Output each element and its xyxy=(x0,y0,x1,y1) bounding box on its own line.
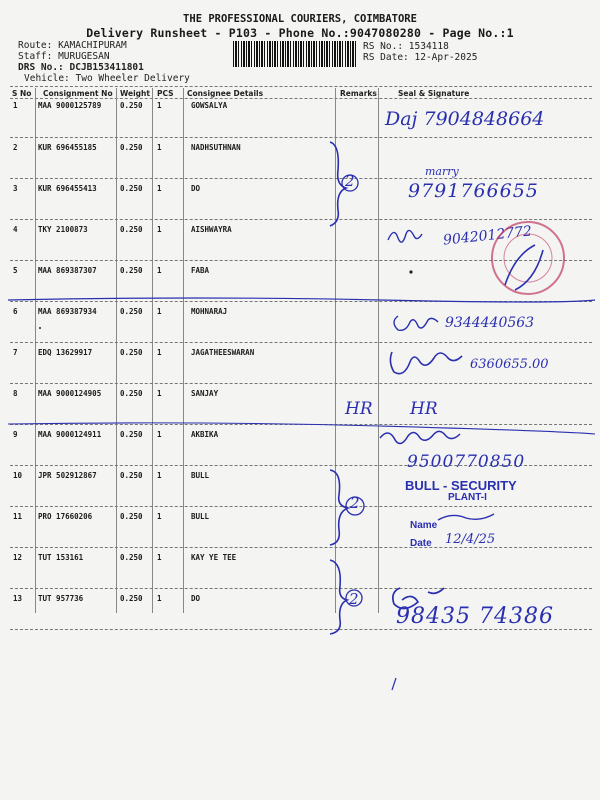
signature-row-7: 6360655.00 xyxy=(470,357,549,372)
remark-row-8-b: HR xyxy=(410,399,438,419)
row-consignee: MOHNARAJ xyxy=(191,307,228,316)
row-weight: 0.250 xyxy=(120,430,143,439)
row-pcs: 1 xyxy=(157,184,162,193)
row-consignment: MAA 9000125789 xyxy=(38,101,102,110)
signature-row-13: 98435 74386 xyxy=(396,604,554,629)
row-consignee: KAY YE TEE xyxy=(191,553,237,562)
signature-row-9: 9500770850 xyxy=(407,452,526,472)
route-label: Route: xyxy=(18,40,53,51)
row-sno: 4 xyxy=(13,225,18,234)
stamp-date-label: Date xyxy=(410,538,432,549)
row-consignee: SANJAY xyxy=(191,389,219,398)
row-pcs: 1 xyxy=(157,101,162,110)
vehicle-label: Vehicle: xyxy=(24,73,70,84)
row-consignee: GOWSALYA xyxy=(191,101,228,110)
row-sno: 7 xyxy=(13,348,18,357)
row-consignee: FABA xyxy=(191,266,210,275)
row-consignee: BULL xyxy=(191,512,210,521)
row-consignment: EDQ 13629917 xyxy=(38,348,93,357)
row-consignment: JPR 502912867 xyxy=(38,471,97,480)
staff-label: Staff: xyxy=(18,51,53,62)
col-header-consignment: Consignment No xyxy=(43,89,113,98)
col-header-pcs: PCS xyxy=(157,89,174,98)
row-pcs: 1 xyxy=(157,430,162,439)
row-weight: 0.250 xyxy=(120,184,143,193)
row-pcs: 1 xyxy=(157,553,162,562)
signature-row-3-name: marry xyxy=(425,165,459,178)
row-weight: 0.250 xyxy=(120,512,143,521)
col-header-remarks: Remarks xyxy=(340,89,377,98)
stamp-bull-security: BULL - SECURITY xyxy=(405,478,517,493)
row-weight: 0.250 xyxy=(120,594,143,603)
row-pcs: 1 xyxy=(157,594,162,603)
row-pcs: 1 xyxy=(157,389,162,398)
row-consignee: DO xyxy=(191,594,201,603)
row-consignment: MAA 869387307 xyxy=(38,266,97,275)
row-consignee: NADHSUTHNAN xyxy=(191,143,241,152)
company-title: THE PROFESSIONAL COURIERS, COIMBATORE xyxy=(183,13,417,25)
signature-row-3-phone: 9791766655 xyxy=(408,180,539,202)
remark-row-8-a: HR xyxy=(345,399,373,419)
row-weight: 0.250 xyxy=(120,471,143,480)
row-sno: 2 xyxy=(13,143,18,152)
rs-date-label: RS Date: xyxy=(363,52,409,63)
row-consignment: MAA 9000124911 xyxy=(38,430,102,439)
row-sno: 10 xyxy=(13,471,23,480)
signature-row-1: Daj 7904848664 xyxy=(385,108,545,130)
row-sno: 1 xyxy=(13,101,18,110)
row-sno: 9 xyxy=(13,430,18,439)
col-header-weight: Weight xyxy=(120,89,150,98)
row-weight: 0.250 xyxy=(120,101,143,110)
row-consignment: TUT 153161 xyxy=(38,553,84,562)
row-consignment: TUT 957736 xyxy=(38,594,84,603)
row-weight: 0.250 xyxy=(120,389,143,398)
row-pcs: 1 xyxy=(157,307,162,316)
row-weight: 0.250 xyxy=(120,143,143,152)
col-header-seal-signature: Seal & Signature xyxy=(398,89,470,98)
row-pcs: 1 xyxy=(157,512,162,521)
row-consignment: KUR 696455413 xyxy=(38,184,97,193)
row-pcs: 1 xyxy=(157,471,162,480)
row-sno: 8 xyxy=(13,389,18,398)
vehicle-value: Two Wheeler Delivery xyxy=(75,73,190,84)
row-pcs: 1 xyxy=(157,266,162,275)
row-weight: 0.250 xyxy=(120,553,143,562)
row-pcs: 1 xyxy=(157,225,162,234)
rs-no-value: 1534118 xyxy=(408,41,449,52)
row-weight: 0.250 xyxy=(120,266,143,275)
signature-row-6: 9344440563 xyxy=(445,315,535,331)
row-pcs: 1 xyxy=(157,348,162,357)
row-consignee: AKBIKA xyxy=(191,430,219,439)
row-sno: 13 xyxy=(13,594,23,603)
row-pcs: 1 xyxy=(157,143,162,152)
bracket-count-rows-10-11: 2 xyxy=(350,494,360,512)
row-consignee: BULL xyxy=(191,471,210,480)
drs-value: DCJB153411801 xyxy=(69,62,144,73)
row-consignee: DO xyxy=(191,184,201,193)
row-sno: 5 xyxy=(13,266,18,275)
row-consignee: JAGATHEESWARAN xyxy=(191,348,255,357)
row-sno: 11 xyxy=(13,512,23,521)
row-weight: 0.250 xyxy=(120,225,143,234)
row-consignment: KUR 696455185 xyxy=(38,143,97,152)
col-header-consignee: Consignee Details xyxy=(187,89,264,98)
col-header-sno: S No xyxy=(12,89,32,98)
runsheet-subtitle: Delivery Runsheet - P103 - Phone No.:9047080280 - Page No.:1 xyxy=(86,26,514,40)
stamp-date-value: 12/4/25 xyxy=(445,532,496,547)
row-consignee: AISHWAYRA xyxy=(191,225,232,234)
row-consignment: MAA 9000124905 xyxy=(38,389,102,398)
stamp-name-label: Name xyxy=(410,520,438,531)
signature-row-4: 9042012772 xyxy=(442,223,533,249)
bracket-count-rows-2-3: 2 xyxy=(345,172,355,190)
row-weight: 0.250 xyxy=(120,307,143,316)
row-sno: 12 xyxy=(13,553,23,562)
rs-date-value: 12-Apr-2025 xyxy=(414,52,478,63)
row-sno: 3 xyxy=(13,184,18,193)
rs-no-label: RS No.: xyxy=(363,41,404,52)
route-value: KAMACHIPURAM xyxy=(58,40,127,51)
row-weight: 0.250 xyxy=(120,348,143,357)
stamp-plant: PLANT-I xyxy=(448,492,487,503)
bracket-count-rows-12-13: 2 xyxy=(349,590,359,608)
row-consignment: MAA 869387934 xyxy=(38,307,97,316)
row-consignment: TKY 2100873 xyxy=(38,225,88,234)
drs-label: DRS No.: xyxy=(18,62,64,73)
staff-value: MURUGESAN xyxy=(58,51,110,62)
row-sno: 6 xyxy=(13,307,18,316)
row-consignment: PRO 17660206 xyxy=(38,512,93,521)
